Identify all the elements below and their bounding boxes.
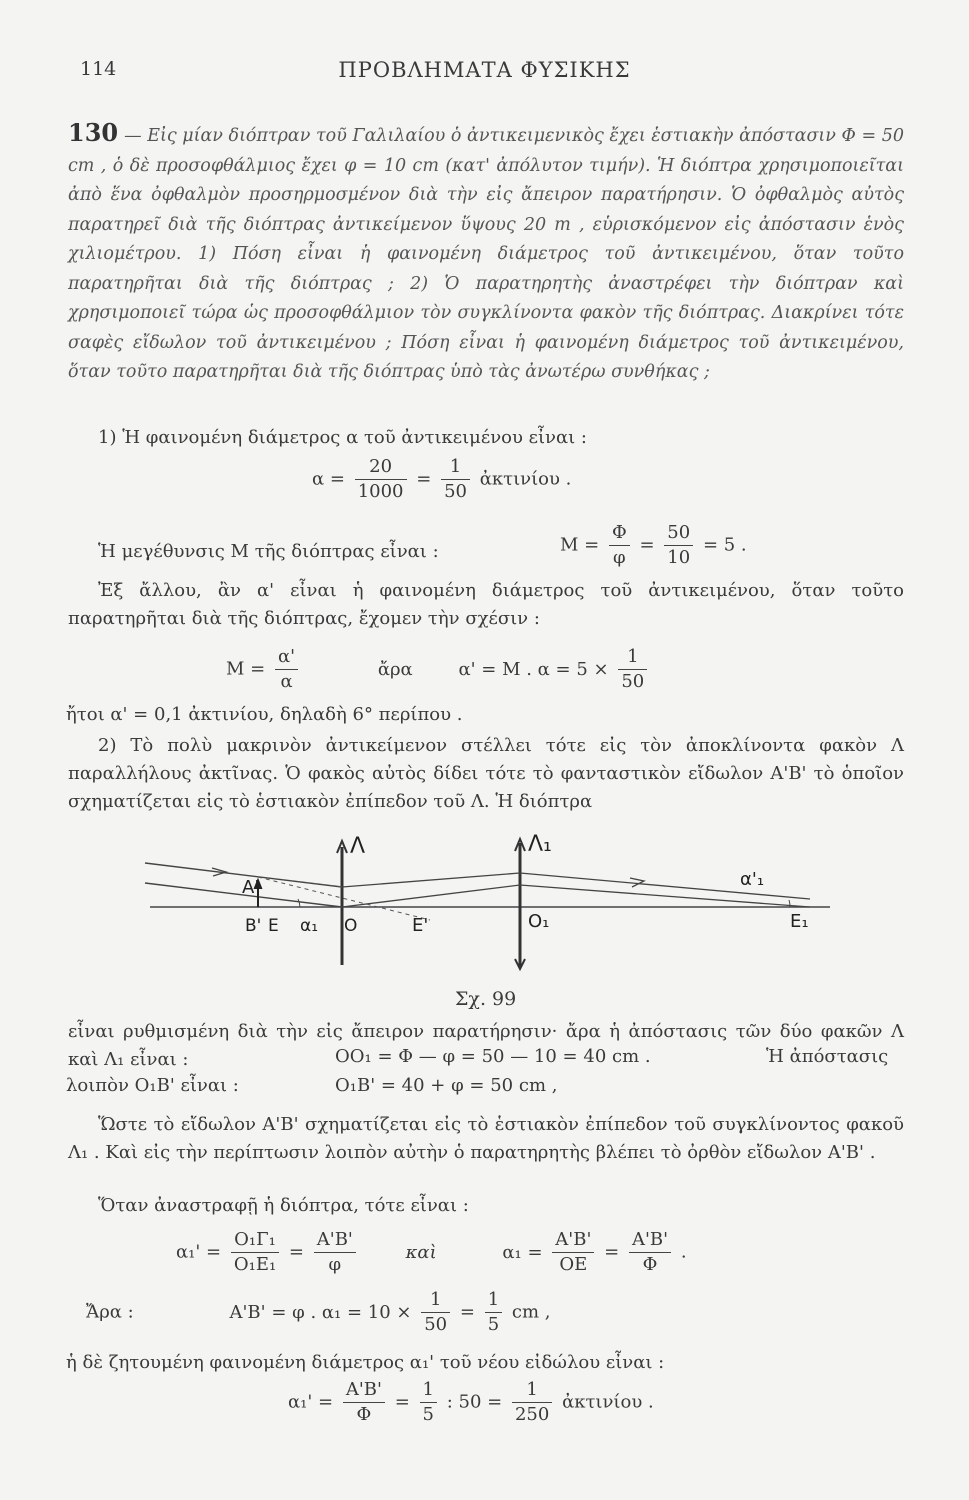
ray-out-2 xyxy=(520,885,810,907)
distance-o1b-label: λοιπὸν Ο₁Β' εἶναι : xyxy=(66,1075,239,1096)
ray-mid-bottom xyxy=(342,885,520,907)
label-b: B' xyxy=(245,916,262,936)
paragraph-image: Ὥστε τὸ εἴδωλον Α'Β' σχηματίζεται εἰς τὸ ἑστιακὸν ἐπίπεδον τοῦ συγκλίνοντος φακοῦ Λ₁ . Καὶ εἰς τὴν περίπτωσιν λοιπὸν αὐτὴν ὁ παρατηρητὴς βλέπει τὸ ὀρθὸν εἴδωλον Α'Β' . xyxy=(68,1114,904,1163)
figure-caption: Σχ. 99 xyxy=(455,988,517,1010)
ray-out-1 xyxy=(520,873,810,899)
label-l1: Λ₁ xyxy=(528,832,552,857)
paragraph-relation: Ἐξ ἄλλου, ἂν α' εἶναι ἡ φαινομένη διάμετρος τοῦ ἀντικειμένου, ὅταν τοῦτο παρατηρῆται διὰ τῆς διόπτρας, ἔχομεν τὴν σχέσιν : xyxy=(68,580,904,629)
equation-relation: Μ = $\frac{\alpha'}{\alpha}$ ἄρα α' = Μ . α = 5 × $\frac{1}{50}$ xyxy=(226,645,651,694)
equation-ab: Ἄρα : Α'Β' = φ . α₁ = 10 × $\frac{1}{50}$ = $\frac{1}{5}$ cm , xyxy=(86,1289,551,1335)
equation-final: α₁' = $\frac{A'B'}{\Phi}$ = $\frac{1}{5}$ : 50 = $\frac{1}{250}$ ἀκτινίου . xyxy=(288,1379,654,1425)
label-a: A' xyxy=(242,877,260,898)
problem-number: 130 xyxy=(68,118,119,147)
virtual-ray-2 xyxy=(258,877,430,920)
page-number: 114 xyxy=(80,58,117,80)
equation-o1b: Ο₁Β' = 40 + φ = 50 cm , xyxy=(335,1075,558,1096)
equation-oo1: ΟΟ₁ = Φ — φ = 50 — 10 = 40 cm . xyxy=(335,1046,651,1067)
running-title: ΠΡΟΒΛΗΜΑΤΑ ΦΥΣΙΚΗΣ xyxy=(338,58,631,82)
label-l: Λ xyxy=(350,834,366,859)
paragraph-reversed: Ὅταν ἀναστραφῇ ἡ διόπτρα, τότε εἶναι : xyxy=(98,1195,469,1216)
label-eprime: E' xyxy=(412,915,429,936)
solution-part-2: 2) Τὸ πολὺ μακρινὸν ἀντικείμενον στέλλει τότε εἰς τὸν ἀποκλίνοντα φακὸν Λ παραλλήλους ἀκτῖνας. Ὁ φακὸς αὐτὸς δίδει τότε τὸ φανταστικὸν εἴδωλον Α'Β' τὸ ὁποῖον σχηματίζεται εἰς τὸ ἑστιακὸν ἐπίπεδον τοῦ Λ. Ἡ διόπτρα xyxy=(68,735,904,812)
problem-text: — Εἰς μίαν διόπτραν τοῦ Γαλιλαίου ὁ ἀντικειμενικὸς ἔχει ἑστιακὴν ἀπόστασιν Φ = 50 cm , ὁ δὲ προσοφθάλμιος ἔχει φ = 10 cm (κατ' ἀπόλυτον τιμήν). Ἡ διόπτρα χρησιμοποιεῖται ἀπὸ ἕνα ὀφθαλμὸν προσηρμοσμένον διὰ τὴν εἰς ἄπειρον παρατήρησιν. Ὁ ὀφθαλμὸς αὐτὸς παρατηρεῖ διὰ τῆς διόπτρας ἀντικείμενον ὕψους 20 m , εὑρισκόμενον εἰς ἀπόστασιν ἑνὸς χιλιομέτρου. 1) Πόση εἶναι ἡ φαινομένη διάμετρος τοῦ ἀντικειμένου, ὅταν τοῦτο παρατηρῆται διὰ τῆς διόπτρας ; 2) Ὁ παρατηρητὴς ἀναστρέφει τὴν διόπτραν καὶ χρησιμοποιεῖ τώρα ὡς προσοφθάλμιον τὸν συγκλίνοντα φακὸν τῆς διόπτρας. Διακρίνει τότε σαφὲς εἴδωλον τοῦ ἀντικειμένου ; Πόση εἶναι ἡ φαινομένη διάμετρος τοῦ ἀντικειμένου, ὅταν τοῦτο παρατηρῆται διὰ τῆς διόπτρας ὑπὸ τὰς ἀνωτέρω συνθήκας ; xyxy=(68,126,904,382)
label-alpha1-prime: α'₁ xyxy=(740,869,765,890)
ray-mid-top xyxy=(342,873,520,887)
label-alpha1: α₁ xyxy=(300,916,319,936)
solution-part-1: 1) Ἡ φαινομένη διάμετρος α τοῦ ἀντικειμένου εἶναι : xyxy=(98,427,587,448)
paragraph-new-image: ἡ δὲ ζητουμένη φαινομένη διάμετρος α₁' τοῦ νέου εἰδώλου εἶναι : xyxy=(66,1352,665,1373)
equation-alpha1-prime: α₁' = $\frac{\text{Ο₁Γ₁}}{\text{Ο₁Ε₁}}$ = $\frac{A'B'}{\varphi}$ καὶ α₁ = $\frac{A'B'}{OE}$ = $\frac{A'B'}{\Phi}$ . xyxy=(176,1229,687,1275)
paragraph-distance: εἶναι ρυθμισμένη διὰ τὴν εἰς ἄπειρον παρατήρησιν· ἄρα ἡ ἀπόστασις τῶν δύο φακῶν Λ καὶ Λ₁ εἶναι : xyxy=(68,1021,904,1070)
equation-result: ἤτοι α' = 0,1 ἀκτινίου, δηλαδὴ 6° περίπου . xyxy=(66,704,463,725)
figure-99 xyxy=(130,825,850,975)
label-o: O xyxy=(344,916,358,936)
label-e1: E₁ xyxy=(790,911,809,932)
label-e: E xyxy=(268,916,279,936)
magnification-text: Ἡ μεγέθυνσις Μ τῆς διόπτρας εἶναι : xyxy=(98,541,439,562)
equation-magnification: Μ = $\frac{\Phi}{\varphi}$ = $\frac{50}{10}$ = 5 . xyxy=(560,522,747,568)
problem-statement xyxy=(68,118,904,388)
equation-alpha: α = $\frac{20}{1000}$ = $\frac{1}{50}$ ἀκτινίου . xyxy=(312,456,572,502)
distance-label: Ἡ ἀπόστασις xyxy=(766,1046,889,1067)
label-o1: O₁ xyxy=(528,911,550,932)
